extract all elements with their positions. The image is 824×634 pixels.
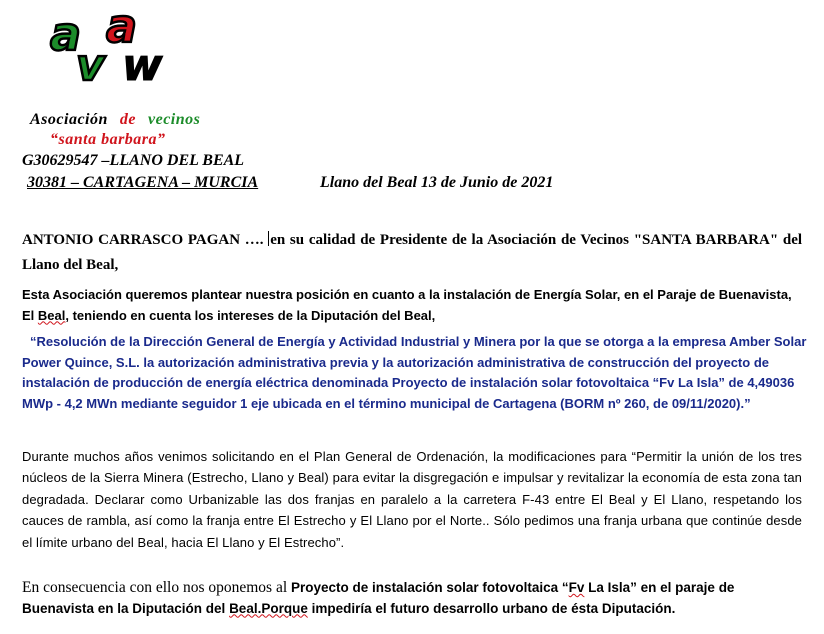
logo-letter-a-red: a <box>106 6 138 53</box>
letter-date: Llano del Beal 13 de Junio de 2021 <box>320 174 554 191</box>
conclusion-paragraph <box>22 578 802 619</box>
conclusion-part-1: En consecuencia con ello nos oponemos al <box>22 579 292 596</box>
statement-beal: Beal <box>37 307 66 323</box>
intro-paragraph <box>22 228 802 278</box>
org-name-word-3: vecinos <box>148 111 201 128</box>
org-name-word-1: Asociación <box>30 111 108 128</box>
conclusion-part-4: impediría el futuro desarrollo urbano de ésta Diputación. <box>307 600 676 616</box>
conclusion-part-2: Proyecto de instalación solar fotovoltaica “ <box>291 580 569 595</box>
logo-letter-v: v <box>76 40 105 86</box>
conclusion-beal: Beal.Porque <box>229 600 308 616</box>
resolution-quote <box>22 332 808 414</box>
logo-letter-a-green: a <box>50 7 82 61</box>
org-name-word-2: de <box>119 111 136 128</box>
organization-name <box>30 111 200 129</box>
organization-city: 30381 – CARTAGENA – MURCIA <box>27 174 259 191</box>
organization-cif: G30629547 –LLANO DEL BEAL <box>22 152 245 169</box>
president-name: ANTONIO CARRASCO PAGAN …. <box>22 232 264 248</box>
conclusion-part-3: La Isla” en el paraje de Buenavista en la Diputación del <box>22 580 735 616</box>
organization-subtitle: “santa barbara” <box>50 131 166 148</box>
aav-logo <box>46 6 194 86</box>
intro-text: en su calidad de Presidente de la Asociación de Vecinos "SANTA BARBARA" del Llano del Beal, <box>22 232 803 273</box>
statement-part-2: , teniendo en cuenta los intereses de la Diputación del Beal, <box>65 307 436 323</box>
body-paragraph: Durante muchos años venimos solicitando en el Plan General de Ordenación, la modificaciones para “Permitir la unión de los tres núcleos de la Sierra Minera (Estrecho, Llano y Beal) para evitar la disgregación e impulsar y revitalizar la economía de esta zona tan degradada. Declarar como Urbanizable las dos franjas en paralelo a la carretera F-43 entre El Beal y El Llano, respetando los cauces de rambla, así como la franja entre El Estrecho y El Llano por el Norte.. Sólo pedimos una franja urbana que continúe desde el límite urbano del Beal, hacia El Llano y El Estrecho”. <box>22 449 802 550</box>
statement-paragraph <box>22 285 802 326</box>
logo-letter-w: w <box>122 40 163 86</box>
statement-part-1: Esta Asociación queremos plantear nuestra posición en cuanto a la instalación de Energía Solar, en el Paraje de Buenavista, El <box>22 287 792 323</box>
resolution-text: “Resolución de la Dirección General de Energía y Actividad Industrial y Minera por la que se otorga a la empresa Amber Solar Power Quince, S.L. la autorización administrativa previa y la autorización administrativa de construcción del proyecto de instalación de producción de energía eléctrica denominada Proyecto de instalación solar fotovoltaica “Fv La Isla” de 4,49036 MWp - 4,2 MWn mediante seguidor 1 eje ubicada en el término municipal de Cartagena (BORM nº 260, de 09/11/2020).” <box>22 334 807 411</box>
conclusion-fv: Fv <box>568 580 585 595</box>
